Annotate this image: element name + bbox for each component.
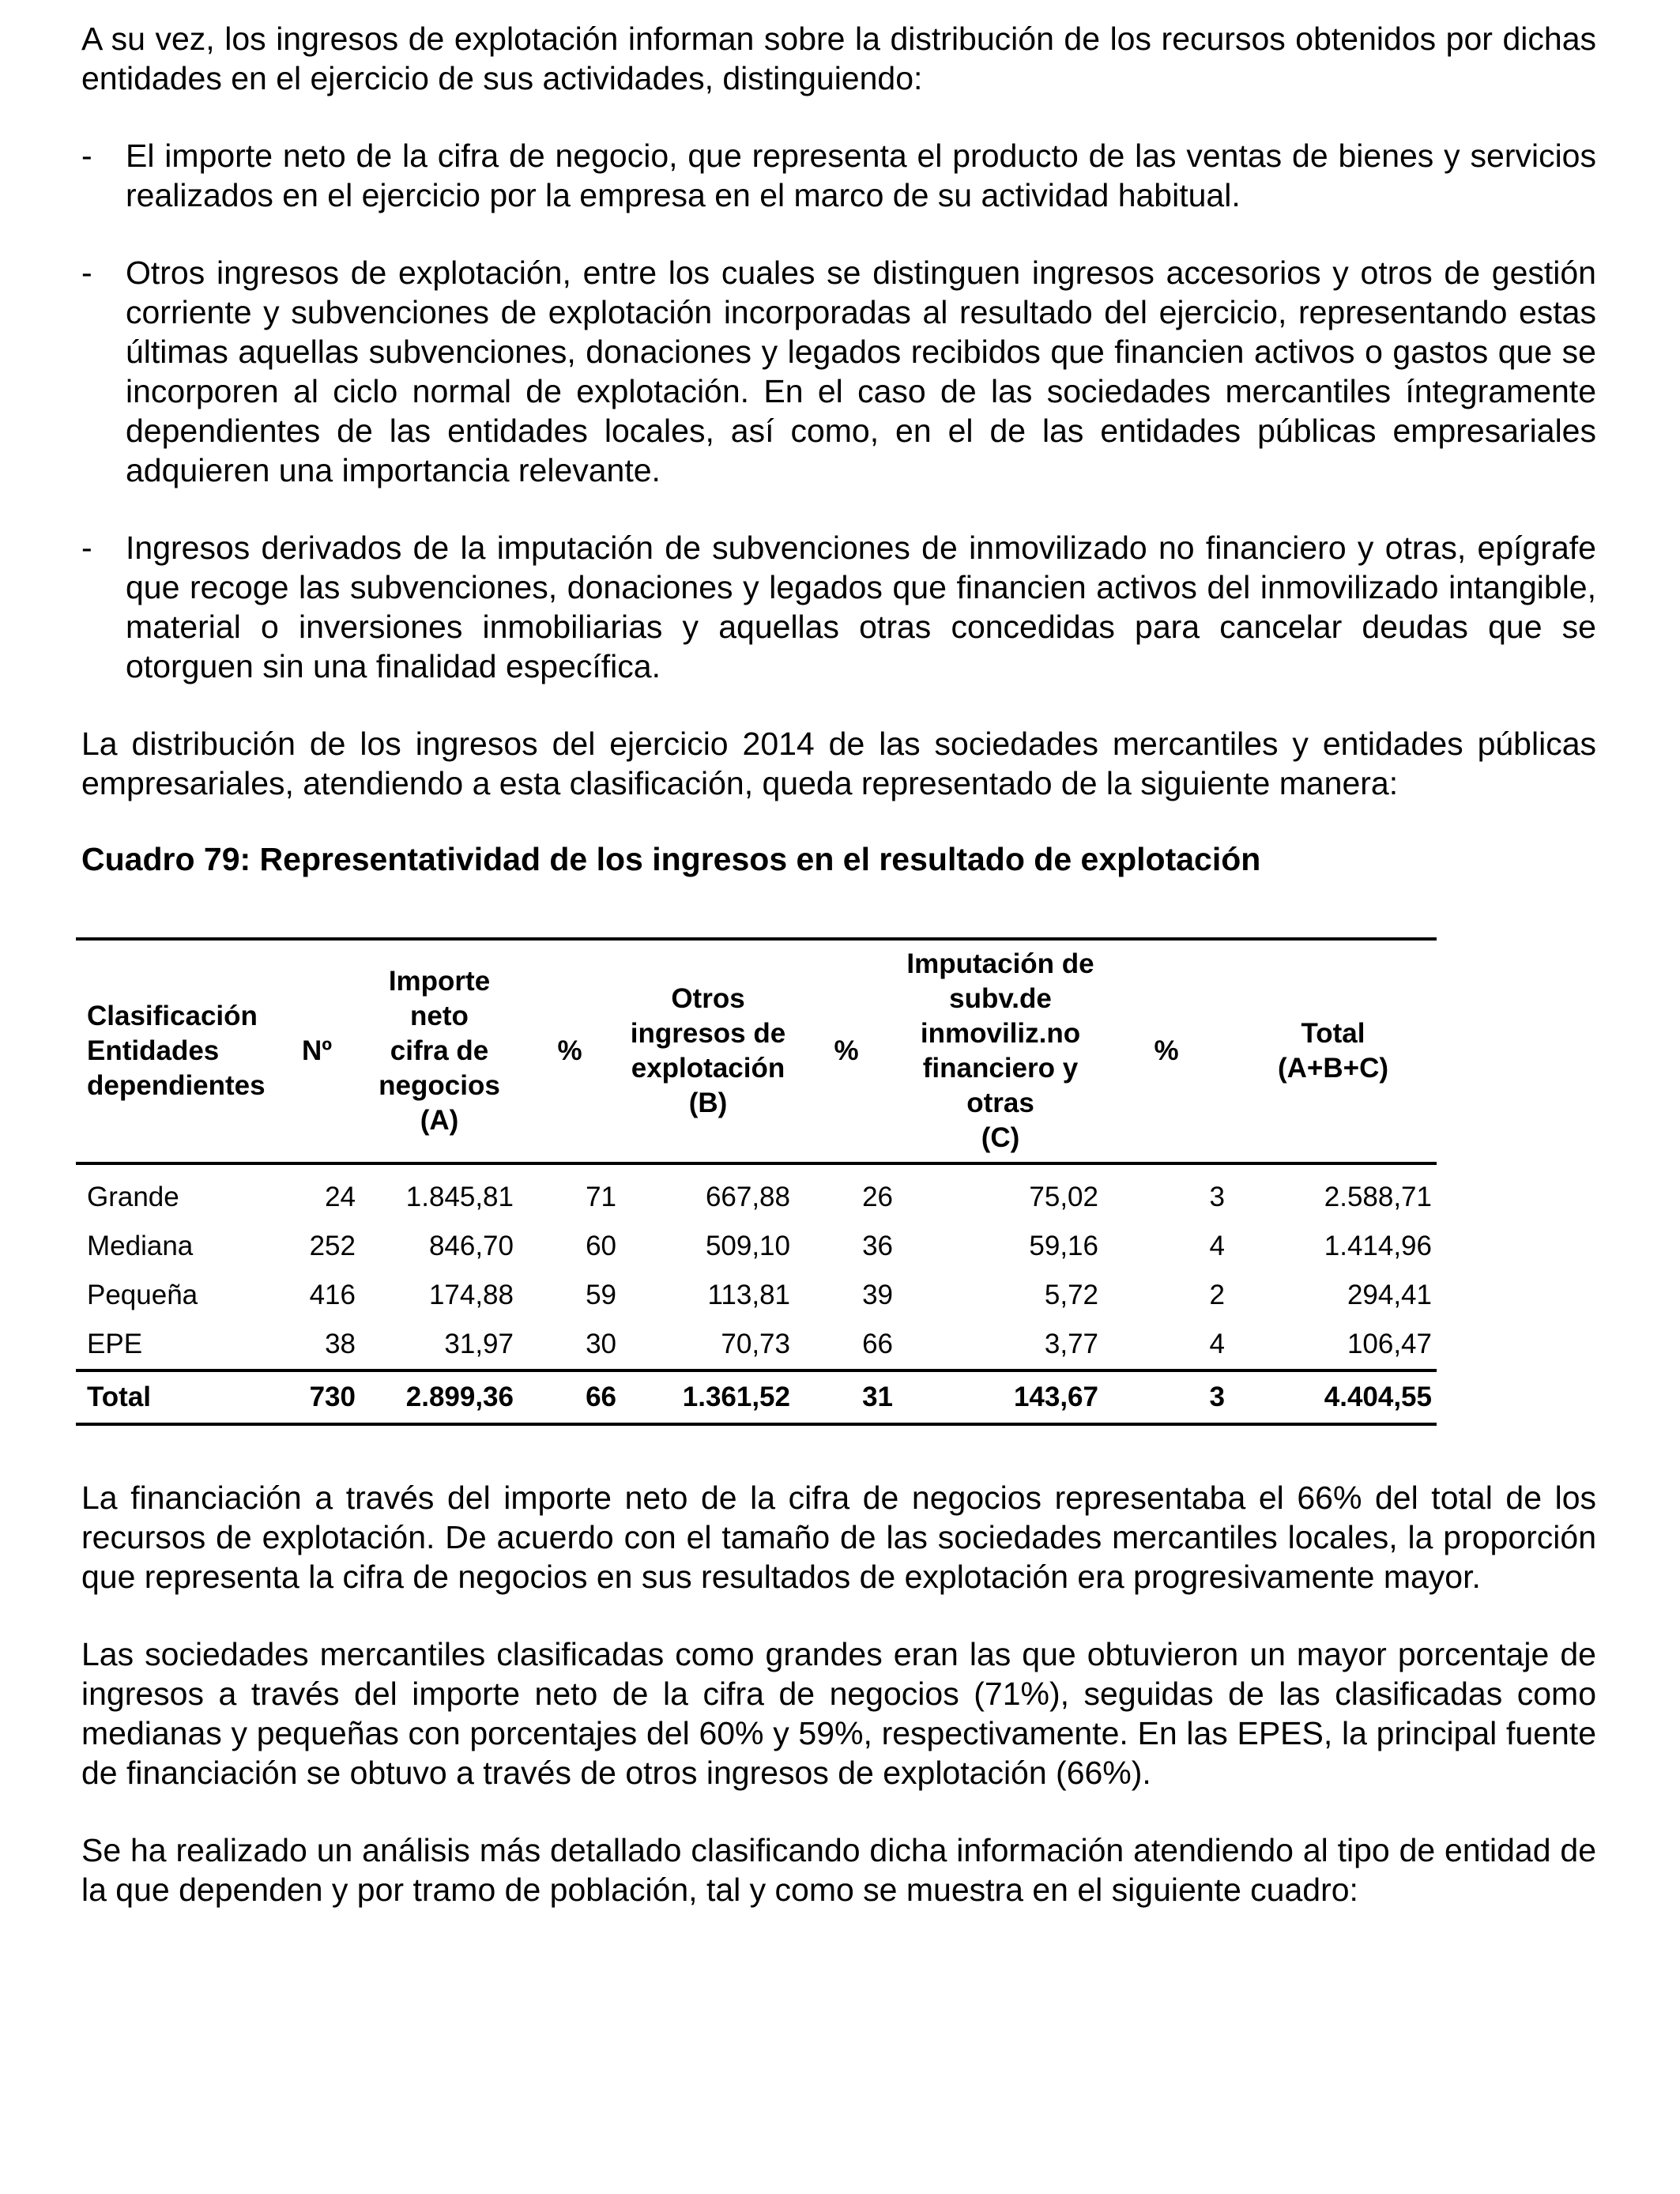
table-title: Cuadro 79: Representatividad de los ingresos en el resultado de explotación — [81, 841, 1261, 877]
dash-marker: - — [81, 530, 92, 566]
cell-clasificacion: Grande — [87, 1182, 179, 1212]
cell-clasificacion: Mediana — [87, 1231, 194, 1261]
table-row — [76, 1320, 1437, 1370]
cell-pct-b: 26 — [862, 1182, 893, 1212]
header-imputacion: Imputación de subv.de inmoviliz.no financiero y otras (C) — [898, 939, 1103, 1163]
dash-marker: - — [81, 138, 92, 174]
list-item-text: Ingresos derivados de la imputación de subvenciones de inmovilizado no financiero y otras, epígrafe que recoge las subvenciones, donaciones y legados que financien activos del inmovilizado intangible, material o inversiones inmobiliarias y aquellas otras concedidas para cancelar deudas que se otorguen sin una finalidad específica. — [126, 530, 1596, 684]
cell-pct-c: 3 — [1103, 1370, 1230, 1424]
cell-otros: 113,81 — [707, 1280, 790, 1310]
header-clasificacion: Clasificación Entidades dependientes — [76, 939, 273, 1163]
cell-otros: 667,88 — [705, 1182, 790, 1212]
list-item-text: El importe neto de la cifra de negocio, que representa el producto de las ventas de bienes y servicios realizados en el ejercicio por la empresa en el marco de su actividad habitual. — [126, 138, 1596, 213]
analysis-section — [81, 1478, 1596, 1909]
cell-imputacion: 143,67 — [898, 1370, 1103, 1424]
list-item — [81, 253, 1596, 490]
cell-importe: 174,88 — [428, 1280, 514, 1310]
cell-total: 294,41 — [1347, 1280, 1432, 1310]
cell-clasificacion: Pequeña — [87, 1280, 198, 1310]
cell-pct-a: 66 — [518, 1370, 621, 1424]
list-item — [81, 528, 1596, 686]
cell-clasificacion: EPE — [87, 1329, 143, 1359]
header-pct-b: % — [795, 939, 898, 1163]
cell-pct-c: 4 — [1209, 1231, 1225, 1261]
cell-numero: 416 — [309, 1280, 356, 1310]
list-item-text: Otros ingresos de explotación, entre los cuales se distinguen ingresos accesorios y otros de gestión corriente y subvenciones de explotación incorporadas al resultado del ejercicio, representando estas últimas aquellas subvenciones, donaciones y legados recibidos que financien activos o gastos que se incorporen al ciclo normal de explotación. En el caso de las sociedades mercantiles íntegramente dependientes de las entidades locales, así como, en el de las entidades públicas empresariales adquieren una importancia relevante. — [126, 254, 1596, 488]
header-pct-a: % — [518, 939, 621, 1163]
cell-pct-b: 66 — [862, 1329, 893, 1359]
income-types-list — [81, 136, 1596, 686]
header-total: Total (A+B+C) — [1230, 939, 1437, 1163]
cell-numero: 24 — [325, 1182, 356, 1212]
intro-paragraph: A su vez, los ingresos de explotación informan sobre la distribución de los recursos obtenidos por dichas entidades en el ejercicio de sus actividades, distinguiendo: — [81, 21, 1596, 96]
cell-pct-b: 36 — [862, 1231, 893, 1261]
cell-imputacion: 5,72 — [1044, 1280, 1098, 1310]
cell-pct-c: 2 — [1209, 1280, 1225, 1310]
cell-pct-b: 39 — [862, 1280, 893, 1310]
cell-otros: 70,73 — [721, 1329, 790, 1359]
header-pct-c: % — [1103, 939, 1230, 1163]
cell-importe: 1.845,81 — [405, 1182, 514, 1212]
table-row — [76, 1271, 1437, 1320]
cell-total: 2.588,71 — [1324, 1182, 1432, 1212]
header-numero: Nº — [273, 939, 360, 1163]
cell-imputacion: 75,02 — [1029, 1182, 1098, 1212]
cell-total: 106,47 — [1347, 1329, 1432, 1359]
table-total-row — [76, 1370, 1437, 1424]
cell-numero: 252 — [309, 1231, 356, 1261]
cell-importe: 846,70 — [428, 1231, 514, 1261]
cell-pct-a: 59 — [586, 1280, 616, 1310]
cell-importe: 2.899,36 — [360, 1370, 518, 1424]
cell-otros: 1.361,52 — [621, 1370, 795, 1424]
cell-imputacion: 59,16 — [1029, 1231, 1098, 1261]
cell-numero: 730 — [273, 1370, 360, 1424]
header-importe-neto: Importe neto cifra de negocios (A) — [360, 939, 518, 1163]
cell-total: 4.404,55 — [1230, 1370, 1437, 1424]
distribution-paragraph: La distribución de los ingresos del ejercicio 2014 de las sociedades mercantiles y entidades públicas empresariales, atendiendo a esta clasificación, queda representado de la siguiente manera: — [81, 726, 1596, 801]
list-item — [81, 136, 1596, 215]
cell-pct-c: 3 — [1209, 1182, 1225, 1212]
table-row — [76, 1222, 1437, 1271]
table-row — [76, 1163, 1437, 1222]
cell-pct-a: 71 — [586, 1182, 616, 1212]
cell-total: 1.414,96 — [1324, 1231, 1432, 1261]
header-otros-ingresos: Otros ingresos de explotación (B) — [621, 939, 795, 1163]
cell-pct-a: 30 — [586, 1329, 616, 1359]
cell-otros: 509,10 — [705, 1231, 790, 1261]
cell-pct-a: 60 — [586, 1231, 616, 1261]
income-table — [76, 937, 1437, 1426]
cell-pct-c: 4 — [1209, 1329, 1225, 1359]
analysis-paragraph: La financiación a través del importe neto de la cifra de negocios representaba el 66% del total de los recursos de explotación. De acuerdo con el tamaño de las sociedades mercantiles locales, la proporción que representa la cifra de negocios en sus resultados de explotación era progresivamente mayor. — [81, 1480, 1596, 1595]
analysis-paragraph: Las sociedades mercantiles clasificadas como grandes eran las que obtuvieron un mayor porcentaje de ingresos a través del importe neto de la cifra de negocios (71%), seguidas de las clasificadas como medianas y pequeñas con porcentajes del 60% y 59%, respectivamente. En las EPES, la principal fuente de financiación se obtuvo a través de otros ingresos de explotación (66%). — [81, 1636, 1596, 1791]
document-body — [81, 19, 1596, 879]
table-header-row — [76, 939, 1437, 1163]
analysis-paragraph: Se ha realizado un análisis más detallado clasificando dicha información atendiendo al tipo de entidad de la que dependen y por tramo de población, tal y como se muestra en el siguiente cuadro: — [81, 1832, 1596, 1908]
cell-importe: 31,97 — [444, 1329, 514, 1359]
dash-marker: - — [81, 254, 92, 291]
cell-numero: 38 — [325, 1329, 356, 1359]
cell-imputacion: 3,77 — [1044, 1329, 1098, 1359]
cell-pct-b: 31 — [795, 1370, 898, 1424]
cell-clasificacion: Total — [76, 1370, 273, 1424]
